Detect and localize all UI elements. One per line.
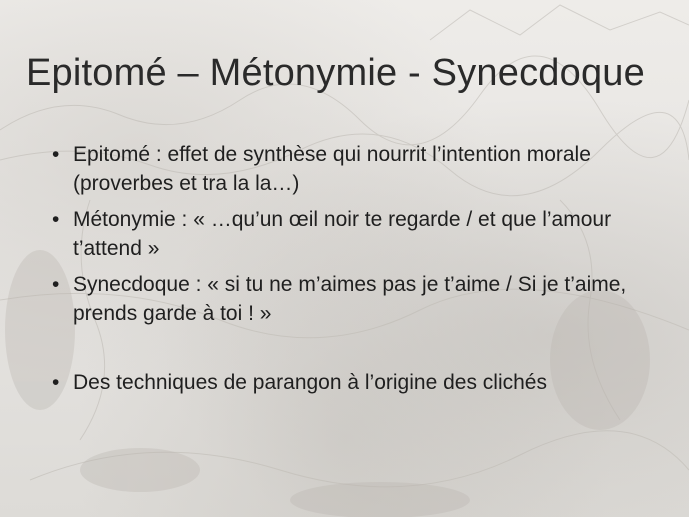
bullet-list (52, 140, 652, 397)
bullet-item-metonymie: • Métonymie : « …qu’un œil noir te regarde / et que l’amour t’attend » (52, 205, 652, 263)
bullet-item-epitome: • Epitomé : effet de synthèse qui nourrit l’intention morale (proverbes et tra la la…) (52, 140, 652, 198)
bullet-item-techniques: • Des techniques de parangon à l’origine des clichés (52, 368, 652, 397)
bullet-item-synecdoque: • Synecdoque : « si tu ne m’aimes pas je t’aime / Si je t’aime, prends garde à toi ! » (52, 270, 652, 328)
slide-title: Epitomé – Métonymie - Synecdoque (26, 52, 645, 94)
